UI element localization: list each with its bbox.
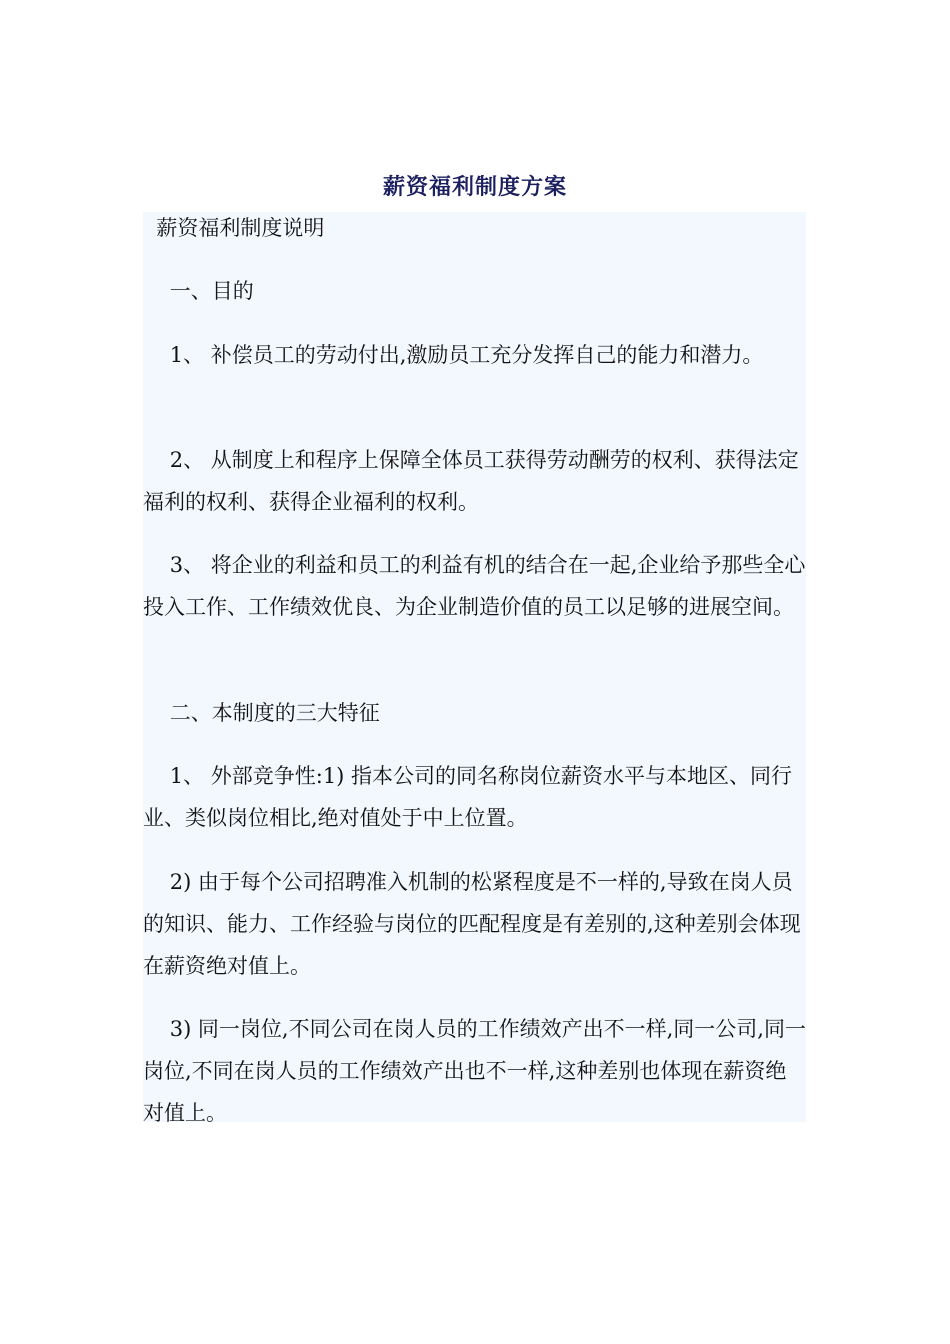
feature-item-2: 2) 由于每个公司招聘准入机制的松紧程度是不一样的,导致在岗人员的知识、能力、工作经验与岗位的匹配程度是有差别的,这种差别会体现在薪资绝对值上。 xyxy=(143,870,801,978)
purpose-item-1: 1、 补偿员工的劳动付出,激励员工充分发挥自己的能力和潜力。 xyxy=(143,343,764,367)
section-heading-description: 薪资福利制度说明 xyxy=(143,216,325,240)
document-title: 薪资福利制度方案 xyxy=(382,174,567,200)
section-heading-purpose: 一、目的 xyxy=(143,279,254,303)
purpose-item-3: 3、 将企业的利益和员工的利益有机的结合在一起,企业给予那些全心投入工作、工作绩效优良、为企业制造价值的员工以足够的进展空间。 xyxy=(143,553,806,619)
feature-item-3: 3) 同一岗位,不同公司在岗人员的工作绩效产出不一样,同一公司,同一岗位,不同在岗人员的工作绩效产出也不一样,这种差别也体现在薪资绝对值上。 xyxy=(143,1017,806,1125)
feature-item-1: 1、 外部竞争性:1) 指本公司的同名称岗位薪资水平与本地区、同行业、类似岗位相比,绝对值处于中上位置。 xyxy=(143,764,793,830)
section-heading-features: 二、本制度的三大特征 xyxy=(143,701,380,725)
purpose-item-2: 2、 从制度上和程序上保障全体员工获得劳动酬劳的权利、获得法定福利的权利、获得企业福利的权利。 xyxy=(143,448,799,514)
